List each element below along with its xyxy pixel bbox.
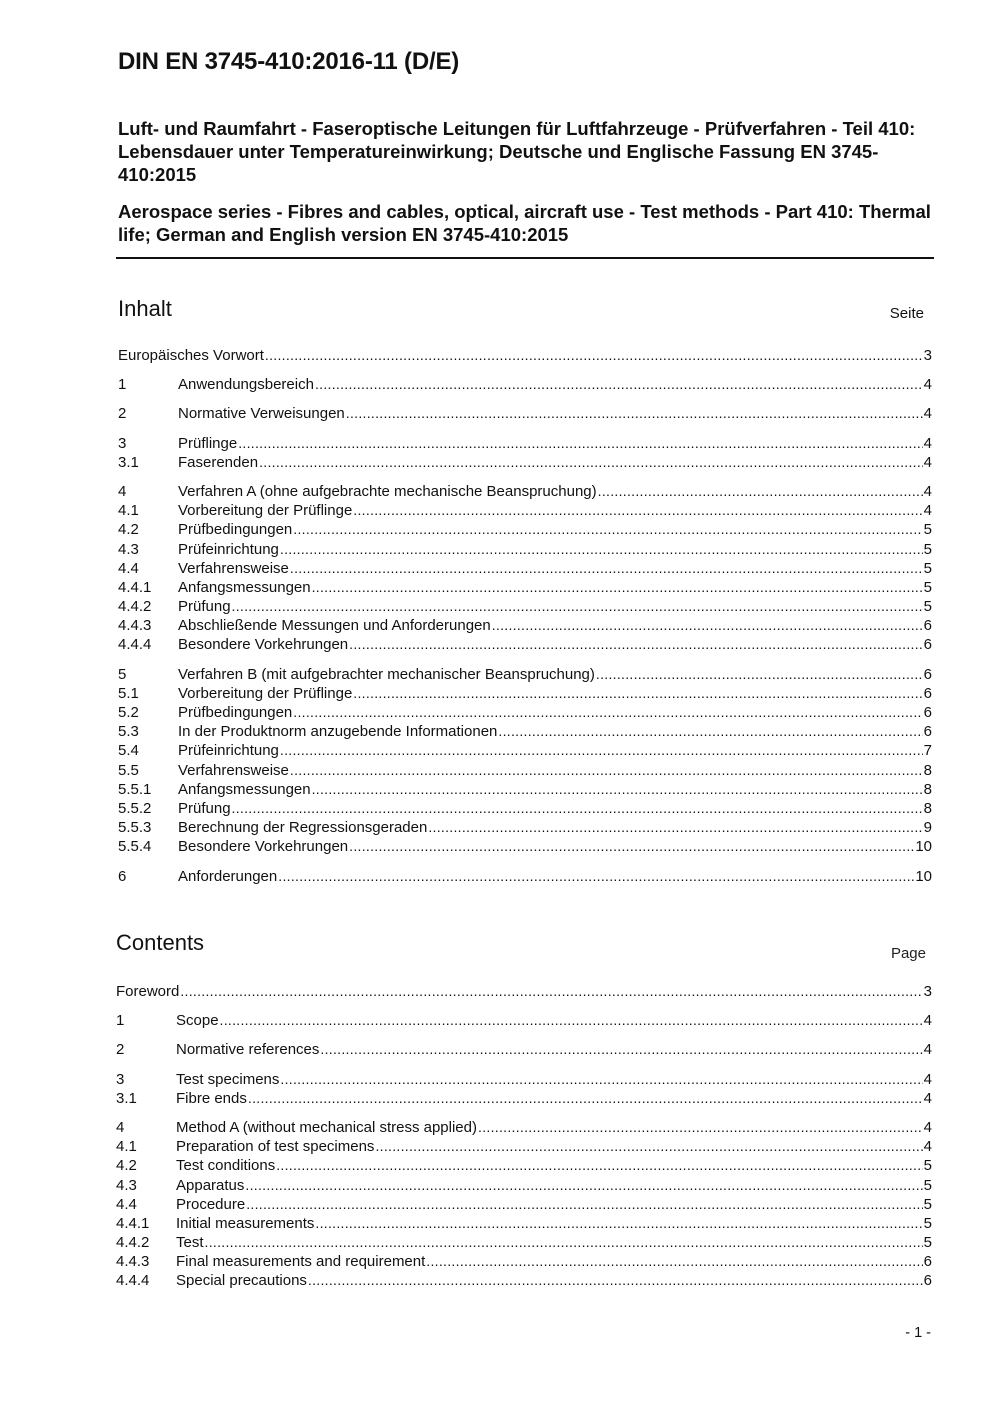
toc-entry[interactable] <box>116 483 932 502</box>
toc-entry-title: Test specimens <box>176 1070 280 1088</box>
title-divider <box>116 257 934 259</box>
toc-entry-page: 5 <box>923 1214 932 1232</box>
toc-entry-page: 6 <box>923 636 932 654</box>
toc-entry-title: Anfangsmessungen <box>178 780 311 798</box>
toc-entry-page: 9 <box>923 819 932 837</box>
toc-entry-number: 4.2 <box>118 521 139 539</box>
toc-entry-title: Prüfung <box>178 799 231 817</box>
toc-entry-number: 1 <box>116 1012 125 1030</box>
toc-entry-number: 5.5 <box>118 761 139 779</box>
toc-entry-page: 10 <box>915 867 932 885</box>
toc-entry-title: Foreword <box>116 983 180 1000</box>
toc-entry-title: Test <box>176 1234 204 1252</box>
toc-entry-number: 4.3 <box>116 1176 137 1194</box>
dot-leader <box>353 502 922 519</box>
toc-entry-title: Initial measurements <box>176 1214 315 1232</box>
toc-entry-title: Verfahren A (ohne aufgebrachte mechanische Beanspruchung) <box>178 482 597 500</box>
document-title: DIN EN 3745-410:2016-11 (D/E) <box>118 48 460 75</box>
toc-entry[interactable] <box>116 704 932 723</box>
toc-entry-page: 6 <box>923 1272 932 1290</box>
toc-german <box>116 296 932 897</box>
toc-entry[interactable] <box>116 800 932 819</box>
toc-entry[interactable] <box>116 521 932 540</box>
toc-entry-page: 3 <box>923 983 932 1000</box>
dot-leader <box>232 800 923 817</box>
toc-entry-number: 5 <box>118 665 127 683</box>
dot-leader <box>315 1215 922 1232</box>
toc-entry-number: 3.1 <box>118 453 139 471</box>
dot-leader <box>598 483 923 500</box>
toc-entry[interactable] <box>116 1041 932 1060</box>
toc-entry-number: 4.1 <box>116 1138 137 1156</box>
toc-entry-title: Normative Verweisungen <box>178 405 345 423</box>
toc-entry-page: 6 <box>923 723 932 741</box>
dot-leader <box>315 376 923 393</box>
toc-page-label: Page <box>890 945 926 962</box>
toc-entry[interactable] <box>116 685 932 704</box>
dot-leader <box>280 541 923 558</box>
dot-leader <box>220 1012 923 1029</box>
toc-entry-number: 4.4.3 <box>118 617 152 635</box>
page-number: - 1 - <box>905 1325 931 1341</box>
toc-entry[interactable] <box>116 1272 932 1291</box>
dot-leader <box>375 1138 922 1155</box>
toc-header <box>116 930 932 964</box>
toc-entry-title: Vorbereitung der Prüflinge <box>178 684 353 702</box>
toc-page-label: Seite <box>889 305 924 322</box>
toc-group <box>116 1041 932 1060</box>
toc-entry[interactable] <box>116 1119 932 1138</box>
toc-entry-number: 4 <box>116 1118 125 1136</box>
toc-entry-page: 5 <box>923 578 932 596</box>
dot-leader <box>246 1196 922 1213</box>
toc-entry-number: 4.4.3 <box>116 1253 150 1271</box>
toc-entry-number: 5.5.4 <box>118 838 152 856</box>
dot-leader <box>308 1272 923 1289</box>
toc-entry[interactable] <box>116 666 932 685</box>
title-english: Aerospace series - Fibres and cables, optical, aircraft use - Test methods - Part 410: Thermal life; German and English version EN 3745-410:2015 <box>118 201 931 245</box>
toc-entry-title: Method A (without mechanical stress applied) <box>176 1118 477 1136</box>
dot-leader <box>478 1119 923 1136</box>
toc-entry-number: 6 <box>118 867 127 885</box>
toc-entry-page: 5 <box>923 598 932 616</box>
toc-entry-number: 4.1 <box>118 502 139 520</box>
toc-entry[interactable] <box>116 1012 932 1031</box>
toc-entry-page: 5 <box>923 559 932 577</box>
toc-entry-page: 4 <box>923 405 932 423</box>
toc-group <box>116 666 932 858</box>
toc-heading: Contents <box>116 930 205 955</box>
toc-entry-title: Apparatus <box>176 1176 245 1194</box>
toc-entry-number: 3 <box>118 434 127 452</box>
toc-entry-page: 3 <box>923 347 932 364</box>
toc-group <box>116 983 932 1002</box>
toc-entry-number: 4.4 <box>118 559 139 577</box>
toc-entry-number: 5.2 <box>118 704 139 721</box>
toc-entry-page: 4 <box>923 1012 932 1030</box>
toc-entry[interactable] <box>116 579 932 598</box>
toc-entry-title: Europäisches Vorwort <box>118 347 264 364</box>
toc-entry-number: 2 <box>118 405 127 423</box>
toc-entry-number: 4.2 <box>116 1157 137 1175</box>
toc-entry-page: 5 <box>923 540 932 558</box>
toc-header <box>116 296 932 330</box>
dot-leader <box>498 723 922 740</box>
toc-entry[interactable] <box>116 1177 932 1196</box>
toc-group <box>116 1071 932 1109</box>
toc-entry-page: 4 <box>923 1138 932 1156</box>
toc-entry[interactable] <box>116 347 932 366</box>
toc-entry[interactable] <box>116 1215 932 1234</box>
toc-entry-page: 4 <box>923 1118 932 1136</box>
toc-entry-page: 4 <box>923 376 932 394</box>
dot-leader <box>492 617 923 634</box>
toc-entry[interactable] <box>116 1196 932 1215</box>
toc-entry[interactable] <box>116 636 932 655</box>
toc-entry-title: Prüflinge <box>178 434 238 452</box>
toc-entry[interactable] <box>116 819 932 838</box>
toc-entry-number: 4.4.1 <box>116 1214 150 1232</box>
dot-leader <box>238 435 922 452</box>
dot-leader <box>232 598 923 615</box>
dot-leader <box>290 762 923 779</box>
toc-group <box>116 1119 932 1292</box>
toc-entry-page: 4 <box>923 1041 932 1059</box>
toc-entry[interactable] <box>116 868 932 887</box>
toc-entry-title: In der Produktnorm anzugebende Informationen <box>178 723 498 741</box>
toc-entry-number: 4.4.4 <box>118 636 152 654</box>
dot-leader <box>596 666 923 683</box>
toc-entry-title: Prüfung <box>178 598 231 616</box>
dot-leader <box>428 819 922 836</box>
toc-group <box>116 405 932 424</box>
toc-entry-number: 2 <box>116 1041 125 1059</box>
toc-entry-number: 5.5.3 <box>118 819 152 837</box>
toc-entry-title: Verfahrensweise <box>178 559 289 577</box>
toc-entry-title: Faserenden <box>178 453 259 471</box>
toc-entry-title: Procedure <box>176 1195 246 1213</box>
toc-entry-page: 4 <box>923 1070 932 1088</box>
toc-entry-title: Special precautions <box>176 1272 307 1290</box>
toc-entry-page: 4 <box>923 1089 932 1107</box>
toc-entry-title: Prüfeinrichtung <box>178 742 279 760</box>
toc-entry[interactable] <box>116 617 932 636</box>
toc-entry[interactable] <box>116 598 932 617</box>
toc-entry-title: Preparation of test specimens <box>176 1138 375 1156</box>
toc-list <box>116 347 932 887</box>
toc-entry[interactable] <box>116 838 932 857</box>
toc-entry[interactable] <box>116 1138 932 1157</box>
toc-entry-page: 6 <box>923 617 932 635</box>
toc-entry[interactable] <box>116 405 932 424</box>
toc-entry[interactable] <box>116 1234 932 1253</box>
dot-leader <box>205 1234 923 1251</box>
toc-entry[interactable] <box>116 1090 932 1109</box>
dot-leader <box>180 983 922 1000</box>
toc-entry-title: Scope <box>176 1012 219 1030</box>
dot-leader <box>290 560 923 577</box>
toc-group <box>116 483 932 656</box>
toc-entry-title: Prüfeinrichtung <box>178 540 279 558</box>
toc-entry-number: 4.4.2 <box>118 598 152 616</box>
toc-entry-page: 5 <box>923 1195 932 1213</box>
dot-leader <box>426 1253 922 1270</box>
toc-heading: Inhalt <box>118 296 172 321</box>
toc-entry-title: Anwendungsbereich <box>178 376 314 394</box>
toc-entry-page: 8 <box>923 799 932 817</box>
dot-leader <box>245 1177 922 1194</box>
dot-leader <box>349 636 923 653</box>
toc-entry-title: Prüfbedingungen <box>178 521 293 539</box>
toc-entry-number: 3.1 <box>116 1089 137 1107</box>
toc-entry-number: 3 <box>116 1070 125 1088</box>
title-block <box>118 117 938 246</box>
title-german: Luft- und Raumfahrt - Faseroptische Leitungen für Luftfahrzeuge - Prüfverfahren - Teil 410: Lebensdauer unter Temperatureinwirkung; Deutsche und Englische Fassung EN 3745-410:2015 <box>118 118 916 185</box>
toc-entry-number: 4.3 <box>118 540 139 558</box>
dot-leader <box>248 1090 923 1107</box>
toc-entry-title: Test conditions <box>176 1157 276 1175</box>
toc-group <box>116 435 932 473</box>
toc-entry-title: Besondere Vorkehrungen <box>178 636 349 654</box>
dot-leader <box>353 685 922 702</box>
toc-entry-page: 4 <box>923 502 932 520</box>
dot-leader <box>349 838 914 855</box>
toc-entry-title: Verfahren B (mit aufgebrachter mechanischer Beanspruchung) <box>178 665 595 683</box>
toc-entry-title: Vorbereitung der Prüflinge <box>178 502 353 520</box>
toc-entry-number: 5.5.1 <box>118 780 152 798</box>
toc-entry[interactable] <box>116 723 932 742</box>
toc-entry-title: Prüfbedingungen <box>178 704 293 721</box>
toc-entry[interactable] <box>116 1157 932 1176</box>
dot-leader <box>259 454 923 471</box>
toc-entry-number: 5.1 <box>118 684 139 702</box>
toc-group <box>116 347 932 366</box>
toc-entry[interactable] <box>116 560 932 579</box>
toc-entry-title: Berechnung der Regressionsgeraden <box>178 819 428 837</box>
dot-leader <box>320 1041 922 1058</box>
toc-entry-page: 4 <box>923 453 932 471</box>
toc-entry-page: 5 <box>923 1157 932 1175</box>
toc-entry-number: 5.5.2 <box>118 799 152 817</box>
dot-leader <box>280 1071 922 1088</box>
dot-leader <box>276 1157 922 1174</box>
toc-entry-number: 4.4 <box>116 1195 137 1213</box>
toc-entry-page: 7 <box>923 742 932 760</box>
toc-entry[interactable] <box>116 1071 932 1090</box>
toc-entry-page: 5 <box>923 1234 932 1252</box>
toc-entry-number: 4.4.2 <box>116 1234 150 1252</box>
toc-list <box>116 983 932 1292</box>
toc-entry-page: 8 <box>923 780 932 798</box>
toc-entry-title: Anforderungen <box>178 867 278 885</box>
toc-entry-page: 6 <box>923 1253 932 1271</box>
toc-entry-number: 4 <box>118 482 127 500</box>
toc-entry[interactable] <box>116 376 932 395</box>
dot-leader <box>265 347 923 364</box>
toc-entry-number: 1 <box>118 376 127 394</box>
toc-entry-number: 4.4.1 <box>118 578 152 596</box>
dot-leader <box>278 868 914 885</box>
toc-entry-page: 4 <box>923 434 932 452</box>
toc-entry-page: 5 <box>923 1176 932 1194</box>
toc-entry-page: 6 <box>923 665 932 683</box>
toc-entry-title: Verfahrensweise <box>178 761 289 779</box>
toc-entry[interactable] <box>116 1253 932 1272</box>
toc-entry-title: Fibre ends <box>176 1089 247 1107</box>
toc-entry-number: 5.3 <box>118 723 139 741</box>
dot-leader <box>312 781 923 798</box>
toc-entry-page: 4 <box>923 482 932 500</box>
toc-entry-title: Final measurements and requirement <box>176 1253 426 1271</box>
dot-leader <box>312 579 923 596</box>
toc-entry-title: Normative references <box>176 1041 320 1059</box>
toc-entry-page: 6 <box>923 684 932 702</box>
toc-entry-number: 4.4.4 <box>116 1272 150 1290</box>
toc-entry-title: Anfangsmessungen <box>178 578 311 596</box>
toc-entry[interactable] <box>116 541 932 560</box>
toc-entry-title: Besondere Vorkehrungen <box>178 838 349 856</box>
dot-leader <box>293 521 922 538</box>
toc-entry[interactable] <box>116 454 932 473</box>
toc-group <box>116 376 932 395</box>
toc-group <box>116 868 932 887</box>
toc-entry[interactable] <box>116 502 932 521</box>
toc-entry-page: 6 <box>923 704 932 721</box>
toc-entry[interactable] <box>116 781 932 800</box>
toc-group <box>116 1012 932 1031</box>
toc-entry[interactable] <box>116 762 932 781</box>
toc-entry-title: Abschließende Messungen und Anforderungen <box>178 617 491 635</box>
toc-entry[interactable] <box>116 742 932 761</box>
toc-entry-page: 8 <box>923 761 932 779</box>
dot-leader <box>346 405 923 422</box>
toc-entry[interactable] <box>116 983 932 1002</box>
toc-entry-number: 5.4 <box>118 742 139 760</box>
toc-entry[interactable] <box>116 435 932 454</box>
toc-english <box>116 930 932 1302</box>
dot-leader <box>293 704 922 721</box>
toc-entry-page: 10 <box>915 838 932 856</box>
toc-entry-page: 5 <box>923 521 932 539</box>
dot-leader <box>280 742 923 759</box>
